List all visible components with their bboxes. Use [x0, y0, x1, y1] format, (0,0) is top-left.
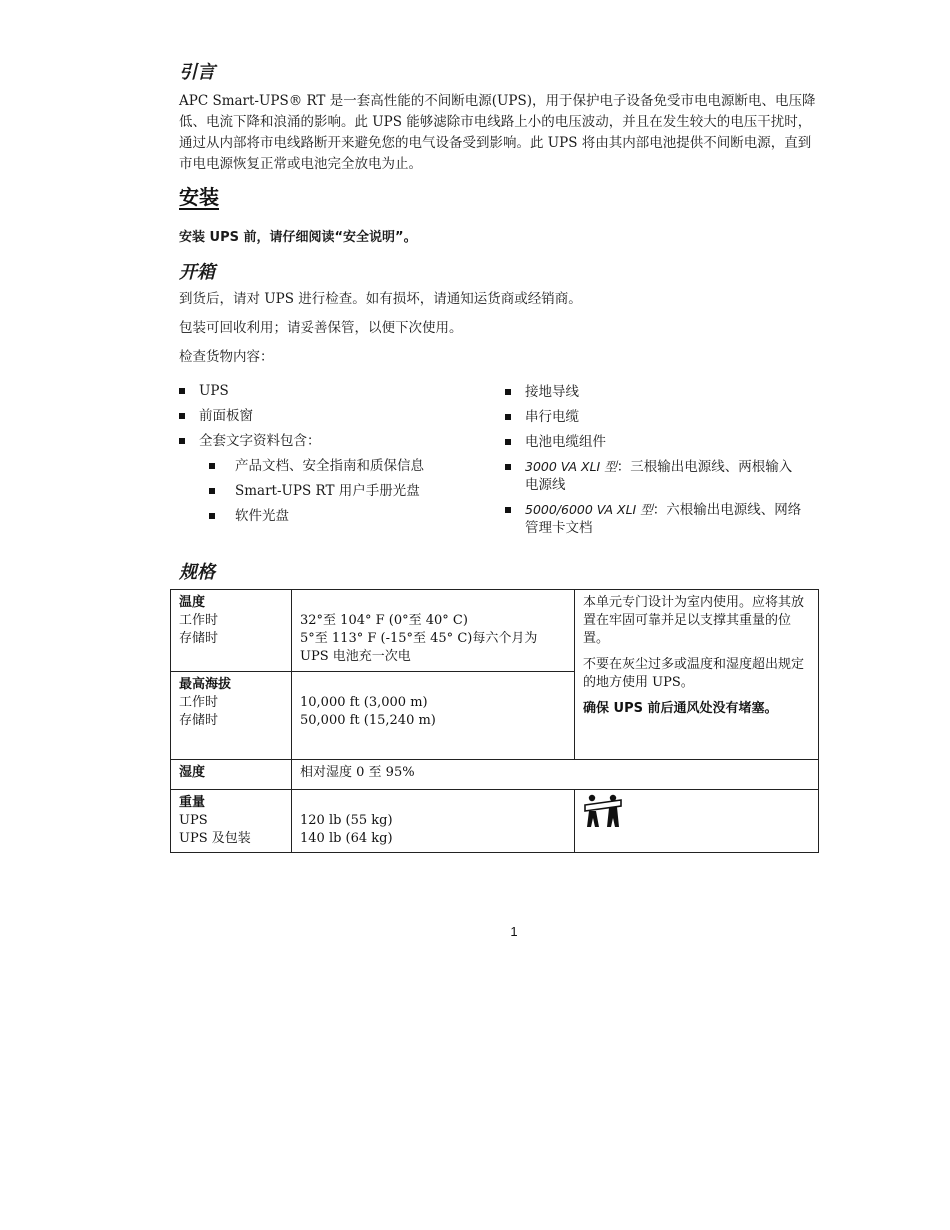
humidity-label: 湿度 — [179, 765, 206, 780]
model-contents: ：六根输出电源线、网络管理卡文档 — [525, 502, 802, 536]
list-item: 前面板窗 — [179, 407, 479, 425]
model-contents: ：三根输出电源线、两根输入电源线 — [525, 459, 793, 493]
model-name: 3000 VA XLI 型 — [525, 459, 617, 474]
altitude-storage-value: 50,000 ft (15,240 m) — [300, 713, 436, 728]
list-subitem: 产品文档、安全指南和质保信息 — [209, 457, 479, 475]
list-item-model-3000 — [505, 458, 805, 494]
list-item: 全套文字资料包含： — [179, 432, 479, 450]
humidity-value: 相对湿度 0 至 95% — [300, 765, 415, 780]
table-row — [171, 590, 819, 672]
contents-list-left — [179, 382, 479, 532]
altitude-label: 最高海拔 — [179, 677, 232, 692]
temperature-storage-label: 存储时 — [179, 631, 219, 646]
intro-heading: 引言 — [179, 62, 215, 83]
temperature-storage-value: 5°至 113° F (-15°至 45° C)每六个月为 UPS 电池充一次电 — [300, 631, 538, 664]
specs-heading: 规格 — [179, 562, 215, 583]
weight-ups-label: UPS — [179, 813, 208, 828]
table-cell — [575, 790, 819, 853]
altitude-operating-label: 工作时 — [179, 695, 219, 710]
unpack-contents-label: 检查货物内容： — [179, 349, 274, 365]
intro-paragraph: APC Smart-UPS® RT 是一套高性能的不间断电源(UPS)，用于保护电子设备免受市电电源断电、电压降低、电流下降和浪涌的影响。此 UPS 能够滤除市电线路上小的电压波动，并且在发生较大的电压干扰时，通过从内部将市电线路断开来避免您的电气设备受到影响。此 UPS 将由其内部电池提供不间断电源，直到市电电源恢复正常或电池完全放电为止。 — [179, 93, 816, 172]
table-cell — [171, 590, 292, 672]
temperature-label: 温度 — [179, 595, 206, 610]
table-cell — [292, 672, 575, 760]
temperature-operating-value: 32°至 104° F (0°至 40° C) — [300, 613, 468, 628]
weight-ups-value: 120 lb (55 kg) — [300, 813, 393, 828]
contents-list-right — [505, 383, 805, 544]
note-indoor: 本单元专门设计为室内使用。应将其放置在牢固可靠并足以支撑其重量的位置。 — [583, 595, 805, 646]
table-cell — [292, 590, 575, 672]
list-item: UPS — [179, 382, 479, 400]
list-item: 串行电缆 — [505, 408, 805, 426]
altitude-operating-value: 10,000 ft (3,000 m) — [300, 695, 428, 710]
altitude-storage-label: 存储时 — [179, 713, 219, 728]
note-environment: 不要在灰尘过多或温度和湿度超出规定的地方使用 UPS。 — [583, 657, 805, 690]
table-row — [171, 760, 819, 790]
model-name: 5000/6000 VA XLI 型 — [525, 502, 653, 517]
weight-package-value: 140 lb (64 kg) — [300, 831, 393, 846]
list-subitem: Smart-UPS RT 用户手册光盘 — [209, 482, 479, 500]
weight-label: 重量 — [179, 795, 206, 810]
table-cell — [171, 760, 292, 790]
placement-note-cell — [575, 590, 819, 760]
two-person-lift-icon — [583, 794, 623, 830]
install-warning: 安装 UPS 前，请仔细阅读“安全说明”。 — [179, 230, 417, 245]
page-number: 1 — [510, 924, 518, 939]
unpack-inspect-text: 到货后，请对 UPS 进行检查。如有损坏，请通知运货商或经销商。 — [179, 291, 582, 307]
weight-package-label: UPS 及包装 — [179, 831, 251, 846]
table-cell — [171, 672, 292, 760]
table-cell — [171, 790, 292, 853]
table-cell — [292, 790, 575, 853]
unpack-recycle-text: 包装可回收利用；请妥善保管，以便下次使用。 — [179, 320, 463, 336]
table-cell — [292, 760, 819, 790]
list-item: 电池电缆组件 — [505, 433, 805, 451]
note-ventilation: 确保 UPS 前后通风处没有堵塞。 — [583, 701, 778, 716]
unpack-heading: 开箱 — [179, 262, 215, 283]
list-item-model-5000 — [505, 501, 805, 537]
table-row — [171, 790, 819, 853]
list-subitem: 软件光盘 — [209, 507, 479, 525]
list-item: 接地导线 — [505, 383, 805, 401]
temperature-operating-label: 工作时 — [179, 613, 219, 628]
specs-table — [170, 589, 819, 853]
install-heading: 安装 — [179, 185, 219, 209]
